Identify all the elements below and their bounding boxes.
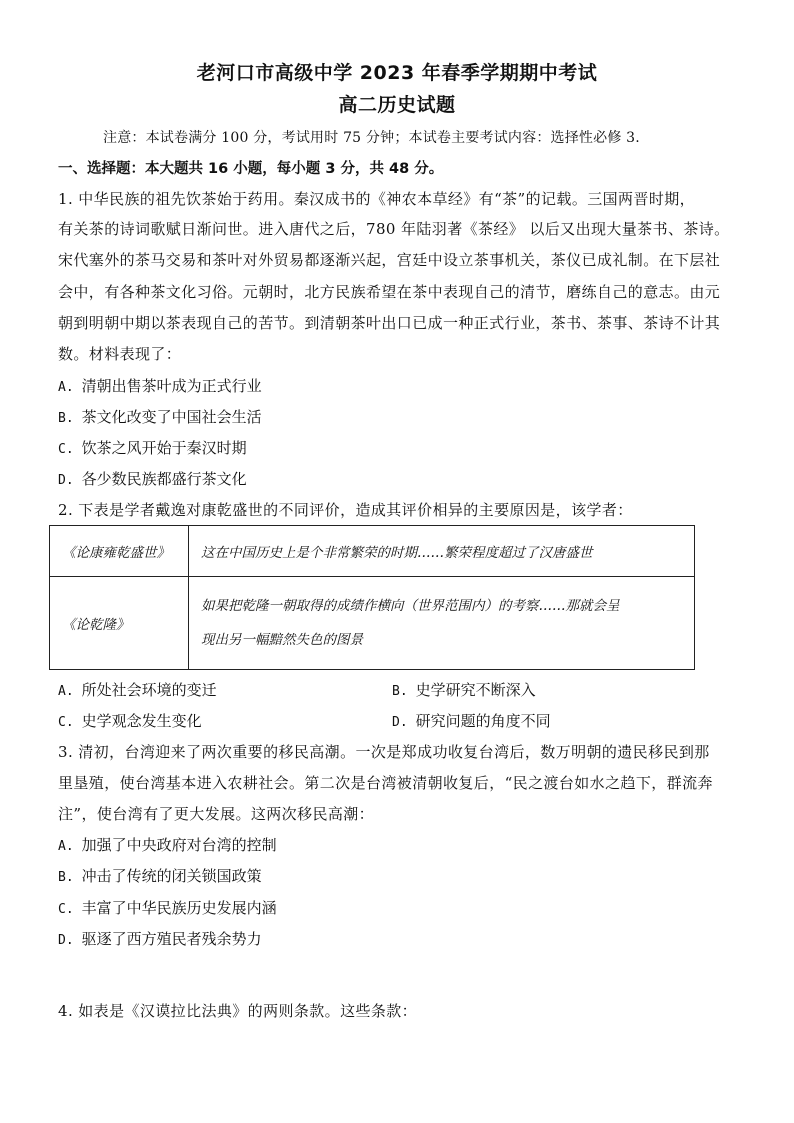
q2-option-c[interactable] — [58, 710, 202, 731]
q2-table — [49, 525, 695, 670]
option-text: 茶文化改变了中国社会生活 — [81, 408, 262, 426]
q1-line: 会中，有各种茶文化习俗。元朝时，北方民族希望在茶中表现自己的清节，磨练自己的意志。由元 — [58, 283, 721, 301]
option-text: 驱逐了西方殖民者残余势力 — [81, 930, 262, 948]
quote-text: 现出另一幅黯然失色的图景 — [201, 632, 363, 648]
option-label: A. — [58, 684, 74, 699]
table-cell-work: 《论康雍乾盛世》 — [50, 526, 189, 577]
q3-line: 里垦殖，使台湾基本进入农耕社会。第二次是台湾被清朝收复后，“民之渡台如水之趋下，群流奔 — [58, 774, 713, 792]
q3-option-b[interactable] — [58, 865, 262, 886]
section-heading: 一、选择题：本大题共 16 小题，每小题 3 分，共 48 分。 — [58, 161, 444, 177]
exam-notice: 注意：本试卷满分 100 分，考试用时 75 分钟；本试卷主要考试内容：选择性必修 3. — [103, 130, 640, 146]
option-text: 史学研究不断深入 — [415, 681, 536, 699]
option-label: A. — [58, 839, 74, 854]
option-label: D. — [58, 933, 74, 948]
q3-option-d[interactable] — [58, 928, 262, 949]
option-label: B. — [58, 411, 74, 426]
q3-line: 3. 清初，台湾迎来了两次重要的移民高潮。一次是郑成功收复台湾后，数万明朝的遗民移民到那 — [58, 743, 710, 761]
option-text: 加强了中央政府对台湾的控制 — [81, 836, 277, 854]
option-label: B. — [58, 870, 74, 885]
option-text: 所处社会环境的变迁 — [81, 681, 217, 699]
table-row — [50, 526, 695, 577]
q4-stem: 4. 如表是《汉谟拉比法典》的两则条款。这些条款： — [58, 1002, 418, 1020]
q2-option-a[interactable] — [58, 679, 217, 700]
q2-option-d[interactable] — [392, 710, 551, 731]
table-cell-quote — [189, 526, 695, 577]
table-row — [50, 577, 695, 670]
option-label: C. — [58, 715, 74, 730]
quote-text: 如果把乾隆一朝取得的成绩作横向（世界范围内）的考察……那就会呈 — [201, 598, 620, 614]
q1-line: 朝到明朝中期以茶表现自己的苦节。到清朝茶叶出口已成一种正式行业，茶书、茶事、茶诗不计其 — [58, 314, 721, 332]
q2-option-b[interactable] — [392, 679, 536, 700]
option-text: 丰富了中华民族历史发展内涵 — [81, 899, 277, 917]
table-cell-quote — [189, 577, 695, 670]
option-text: 冲击了传统的闭关锁国政策 — [81, 867, 262, 885]
exam-subtitle: 高二历史试题 — [338, 94, 456, 116]
quote-text: 这在中国历史上是个非常繁荣的时期……繁荣程度超过了汉唐盛世 — [201, 545, 593, 561]
q1-option-c[interactable] — [58, 437, 247, 458]
q1-line: 宋代塞外的茶马交易和茶叶对外贸易都逐渐兴起，宫廷中设立茶事机关，茶仪已成礼制。在下层社 — [58, 251, 721, 269]
option-text: 饮茶之风开始于秦汉时期 — [81, 439, 247, 457]
option-label: C. — [58, 442, 74, 457]
option-text: 研究问题的角度不同 — [415, 712, 551, 730]
option-label: D. — [58, 473, 74, 488]
option-label: A. — [58, 380, 74, 395]
q1-option-b[interactable] — [58, 406, 262, 427]
q1-line: 有关茶的诗词歌赋日渐问世。进入唐代之后，780 年陆羽著《茶经》 以后又出现大量茶书、茶诗。 — [58, 220, 730, 238]
q1-line: 数。材料表现了： — [58, 345, 182, 363]
q1-option-d[interactable] — [58, 468, 247, 489]
q1-option-a[interactable] — [58, 375, 262, 396]
q3-option-a[interactable] — [58, 834, 277, 855]
q3-line: 注”，使台湾有了更大发展。这两次移民高潮： — [58, 805, 375, 823]
option-label: C. — [58, 902, 74, 917]
option-label: B. — [392, 684, 408, 699]
q3-option-c[interactable] — [58, 897, 277, 918]
table-cell-work: 《论乾隆》 — [50, 577, 189, 670]
exam-title: 老河口市高级中学 2023 年春季学期期中考试 — [196, 62, 598, 84]
option-text: 史学观念发生变化 — [81, 712, 202, 730]
q2-stem: 2. 下表是学者戴逸对康乾盛世的不同评价，造成其评价相异的主要原因是，该学者： — [58, 501, 633, 519]
option-text: 清朝出售茶叶成为正式行业 — [81, 377, 262, 395]
option-text: 各少数民族都盛行茶文化 — [81, 470, 247, 488]
option-label: D. — [392, 715, 408, 730]
q1-line: 1. 中华民族的祖先饮茶始于药用。秦汉成书的《神农本草经》有“茶”的记载。三国两晋时期， — [58, 190, 696, 208]
